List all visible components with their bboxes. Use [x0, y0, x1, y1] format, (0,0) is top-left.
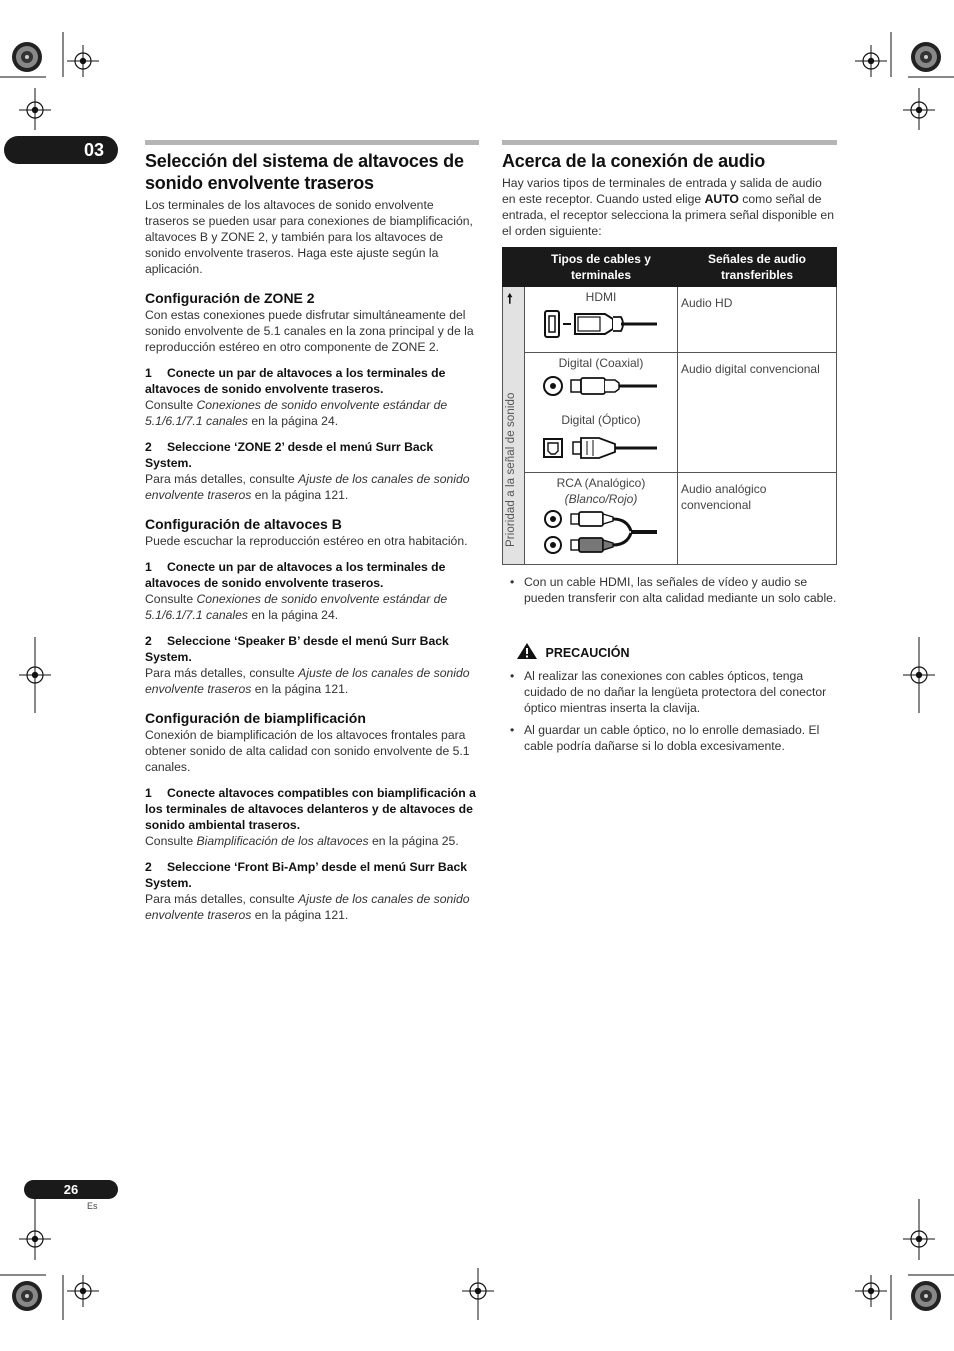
speakerb-step1: 1 Conecte un par de altavoces a los terminales de altavoces de sonido envolvente traseros.: [145, 560, 446, 590]
priority-label: Prioridad a la señal de sonido: [505, 392, 517, 547]
cable-cell: [525, 473, 678, 565]
cable-label: Digital (Coaxial): [558, 356, 644, 370]
registration-mark-icon: [855, 1275, 887, 1307]
registration-mark-icon: [19, 659, 51, 691]
zone2-step1: 1 Conecte un par de altavoces a los terminales de altavoces de sonido envolvente traseros.: [145, 366, 446, 396]
registration-mark-icon: [67, 45, 99, 77]
table-header-cables: Tipos de cables y terminales: [525, 248, 678, 287]
language-code: Es: [87, 1201, 98, 1211]
priority-column: [503, 287, 525, 565]
biamp-text: Conexión de biamplificación de los altavoces frontales para obtener sonido de alta calidad con sonido envolvente de 5.1 canales.: [145, 728, 470, 774]
registration-mark-icon: [903, 659, 935, 691]
registration-mark-icon: [855, 45, 887, 77]
color-target-icon: [12, 1281, 42, 1311]
biamp-step2: 2 Seleccione ‘Front Bi-Amp’ desde el menú Surr Back System.: [145, 860, 468, 890]
registration-mark-icon: [19, 94, 51, 126]
section-rule: [145, 140, 479, 145]
speakerb-heading: Configuración de altavoces B: [145, 516, 342, 532]
zone2-step2: 2 Seleccione ‘ZONE 2’ desde el menú Surr Back System.: [145, 440, 434, 470]
biamp-step1: 1 Conecte altavoces compatibles con biamplificación a los terminales de altavoces delanteros y de altavoces de sonido ambiental traseros.: [145, 786, 476, 832]
cable-label: HDMI: [585, 290, 617, 304]
registration-mark-icon: [462, 1275, 494, 1307]
section-intro: Hay varios tipos de terminales de entrada y salida de audio en este receptor. Cuando usted elige AUTO como señal de entrada, el receptor selecciona la primera señal disponible en el orden siguiente:: [502, 176, 834, 238]
section-intro: Los terminales de los altavoces de sonido envolvente traseros se pueden usar para conexiones de biamplificación, altavoces B y ZONE 2, y también para los altavoces de sonido envolvente traseros. Haga este ajuste según la aplicación.: [145, 198, 473, 276]
caution-heading: PRECAUCIÓN: [516, 642, 630, 662]
table-header-signals: Señales de audio transferibles: [678, 248, 837, 287]
speakerb-step2-ref: Para más detalles, consulte Ajuste de los canales de sonido envolvente traseros en la página 121.: [145, 666, 470, 696]
right-column: [502, 150, 837, 239]
signal-cell: Audio HD: [678, 287, 837, 353]
cable-cell: [525, 287, 678, 353]
caution-list: [502, 668, 837, 760]
color-target-icon: [911, 42, 941, 72]
hdmi-cable-icon: [541, 305, 661, 343]
section-title: Acerca de la conexión de audio: [502, 151, 766, 171]
signal-cell: Audio digital convencional: [678, 353, 837, 473]
coaxial-cable-icon: [541, 371, 661, 401]
optical-cable-icon: [541, 428, 661, 468]
list-item: • Al guardar un cable óptico, no lo enrolle demasiado. El cable podría dañarse si lo dobla excesivamente.: [502, 722, 837, 754]
cable-cell: [525, 353, 678, 473]
warning-icon: [516, 642, 538, 660]
section-title: Selección del sistema de altavoces de sonido envolvente traseros: [145, 151, 464, 193]
audio-connection-table: [502, 247, 837, 565]
zone2-text: Con estas conexiones puede disfrutar simultáneamente del sonido envolvente de 5.1 canales en la zona principal y de la reproducción estéreo en otro componente de ZONE 2.: [145, 308, 474, 354]
cable-label: Digital (Óptico): [561, 413, 641, 427]
zone2-step2-ref: Para más detalles, consulte Ajuste de los canales de sonido envolvente traseros en la página 121.: [145, 472, 470, 502]
table-row: [503, 353, 837, 473]
biamp-heading: Configuración de biamplificación: [145, 710, 366, 726]
list-item: • Al realizar las conexiones con cables ópticos, tenga cuidado de no dañar la lengüeta protectora del conector óptico mientras inserta la clavija.: [502, 668, 837, 716]
speakerb-step1-ref: Consulte Conexiones de sonido envolvente estándar de 5.1/6.1/7.1 canales en la página 24.: [145, 592, 448, 622]
chapter-tab: 03: [4, 136, 118, 164]
biamp-step1-ref: Consulte Biamplificación de los altavoces en la página 25.: [145, 834, 459, 848]
rca-cable-icon: [541, 507, 661, 559]
page-number: 26: [24, 1180, 118, 1199]
registration-mark-icon: [903, 1223, 935, 1255]
speakerb-text: Puede escuchar la reproducción estéreo en otra habitación.: [145, 534, 468, 548]
left-column: [145, 150, 481, 923]
hdmi-note: [502, 574, 837, 612]
arrow-up-icon: 🠕: [507, 291, 513, 306]
section-rule: [502, 140, 837, 145]
registration-mark-icon: [67, 1275, 99, 1307]
list-item: • Con un cable HDMI, las señales de vídeo y audio se pueden transferir con alta calidad mediante un solo cable.: [502, 574, 837, 606]
registration-mark-icon: [903, 94, 935, 126]
biamp-step2-ref: Para más detalles, consulte Ajuste de los canales de sonido envolvente traseros en la página 121.: [145, 892, 470, 922]
speakerb-step2: 2 Seleccione ‘Speaker B’ desde el menú Surr Back System.: [145, 634, 449, 664]
registration-mark-icon: [19, 1223, 51, 1255]
signal-cell: Audio analógico convencional: [678, 473, 837, 565]
zone2-heading: Configuración de ZONE 2: [145, 290, 315, 306]
color-target-icon: [12, 42, 42, 72]
color-target-icon: [911, 1281, 941, 1311]
cable-label: RCA (Analógico): [556, 476, 646, 490]
table-row: [503, 473, 837, 565]
zone2-step1-ref: Consulte Conexiones de sonido envolvente estándar de 5.1/6.1/7.1 canales en la página 24.: [145, 398, 448, 428]
cable-sublabel: (Blanco/Rojo): [564, 492, 638, 506]
table-row: [503, 287, 837, 353]
